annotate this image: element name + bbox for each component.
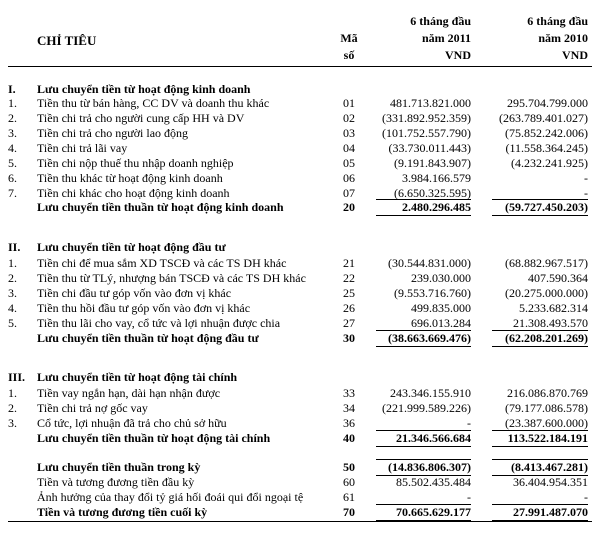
- row-code: 06: [343, 171, 355, 185]
- row-label: Tiền chi để mua sắm XD TSCĐ và các TS DH khác: [37, 256, 287, 270]
- row-label: Tiền và tương đương tiền cuối kỳ: [37, 505, 208, 519]
- value-2011: (331.892.952.359): [382, 111, 471, 125]
- row-number: 7.: [8, 186, 17, 200]
- row-code: 30: [343, 331, 355, 345]
- value-2010: 21.308.493.570: [513, 316, 588, 330]
- row-code: 60: [343, 475, 355, 489]
- value-2011: 696.013.284: [411, 316, 471, 330]
- row-label: Tiền và tương đương tiền đầu kỳ: [37, 475, 195, 489]
- row-label: Lưu chuyển tiền thuần từ hoạt động tài chính: [37, 431, 271, 445]
- value-2010: -: [584, 490, 588, 504]
- value-2011: 85.502.435.484: [396, 475, 471, 489]
- row-label: Lưu chuyển tiền thuần trong kỳ: [37, 460, 201, 474]
- value-2010: (8.413.467.281): [511, 460, 588, 474]
- row-number: 2.: [8, 271, 17, 285]
- row-code: 04: [343, 141, 355, 155]
- table-bottom-rule: [8, 521, 592, 522]
- value-2011: (221.999.589.226): [382, 401, 471, 415]
- value-2010: (68.882.967.517): [505, 256, 588, 270]
- value-2010: 36.404.954.351: [513, 475, 588, 489]
- row-number: 1.: [8, 256, 17, 270]
- row-label: Lưu chuyển tiền thuần từ hoạt động đầu tư: [37, 331, 259, 345]
- row-code: 26: [343, 301, 355, 315]
- value-2010: -: [584, 171, 588, 185]
- row-label: Tiền thu từ bán hàng, CC DV và doanh thu khác: [37, 96, 270, 110]
- value-2011: -: [467, 490, 471, 504]
- row-label: Tiền chi trả nợ gốc vay: [37, 401, 148, 415]
- row-code: 21: [343, 256, 355, 270]
- subtotal-rule-2010: [492, 430, 588, 431]
- row-label: Tiền vay ngắn hạn, dài hạn nhận được: [37, 386, 221, 400]
- value-2010: 216.086.870.769: [507, 386, 588, 400]
- value-2010: 27.991.487.070: [513, 505, 588, 519]
- header-2010-line2: năm 2010: [538, 31, 588, 45]
- subtotal-rule-2010: [492, 459, 588, 460]
- row-number: III.: [8, 370, 26, 384]
- row-code: 50: [343, 460, 355, 474]
- section-title: Lưu chuyển tiền từ hoạt động đầu tư: [37, 240, 226, 254]
- header-ma-line1: Mã: [340, 31, 358, 45]
- section-title: Lưu chuyển tiền từ hoạt động tài chính: [37, 370, 238, 384]
- row-label: Tiền thu khác từ hoạt động kinh doanh: [37, 171, 223, 185]
- row-code: 27: [343, 316, 355, 330]
- row-number: 1.: [8, 386, 17, 400]
- row-code: 40: [343, 431, 355, 445]
- row-label: Tiền thu hồi đầu tư góp vốn vào đơn vị khác: [37, 301, 251, 315]
- subtotal-rule-2011: [376, 430, 471, 431]
- subtotal-rule-2010: [492, 330, 588, 331]
- header-2011-line2: năm 2011: [421, 31, 471, 45]
- value-2010: (4.232.241.925): [511, 156, 588, 170]
- row-number: 4.: [8, 301, 17, 315]
- row-label: Tiền chi trả cho người cung cấp HH và DV: [37, 111, 245, 125]
- row-number: 4.: [8, 141, 17, 155]
- total-underline-2010: [492, 446, 588, 447]
- row-number: 1.: [8, 96, 17, 110]
- row-code: 02: [343, 111, 355, 125]
- total-underline-2010: [492, 215, 588, 216]
- row-label: Tiền thu lãi cho vay, cổ tức và lợi nhuận được chia: [37, 316, 281, 330]
- row-label: Lưu chuyển tiền thuần từ hoạt động kinh doanh: [37, 200, 284, 214]
- total-underline-2011: [376, 346, 471, 347]
- row-number: 2.: [8, 401, 17, 415]
- value-2010: (263.789.401.027): [499, 111, 588, 125]
- header-ma-line2: số: [343, 48, 355, 62]
- value-2010: (79.177.086.578): [505, 401, 588, 415]
- value-2011: (30.544.831.000): [388, 256, 471, 270]
- subtotal-rule-2011: [376, 330, 471, 331]
- value-2010: -: [584, 186, 588, 200]
- value-2011: -: [467, 416, 471, 430]
- section-title: Lưu chuyển tiền từ hoạt động kinh doanh: [37, 82, 251, 96]
- value-2010: (11.558.364.245): [505, 141, 588, 155]
- subtotal-rule-2010: [492, 199, 588, 200]
- row-number: 6.: [8, 171, 17, 185]
- row-code: 22: [343, 271, 355, 285]
- row-code: 34: [343, 401, 355, 415]
- value-2010: (20.275.000.000): [505, 286, 588, 300]
- row-number: 5.: [8, 316, 17, 330]
- value-2010: 5.233.682.314: [519, 301, 588, 315]
- row-number: 3.: [8, 286, 17, 300]
- header-chi-tieu: CHỈ TIÊU: [37, 33, 97, 48]
- row-label: Cổ tức, lợi nhuận đã trả cho chủ sở hữu: [37, 416, 227, 430]
- value-2011: 243.346.155.910: [390, 386, 471, 400]
- row-code: 70: [343, 505, 355, 519]
- subtotal-rule-2011: [376, 504, 471, 505]
- header-2011-line3: VND: [445, 48, 471, 62]
- value-2011: (101.752.557.790): [382, 126, 471, 140]
- subtotal-rule-2011: [376, 199, 471, 200]
- value-2010: 113.522.184.191: [507, 431, 588, 445]
- row-number: 3.: [8, 126, 17, 140]
- total-underline-2010: [492, 346, 588, 347]
- row-code: 20: [343, 200, 355, 214]
- row-label: Tiền thu từ TLý, nhượng bán TSCĐ và các TS DH khác: [37, 271, 306, 285]
- value-2011: (9.553.716.760): [394, 286, 471, 300]
- row-number: 5.: [8, 156, 17, 170]
- value-2010: (59.727.450.203): [505, 200, 588, 214]
- row-code: 07: [343, 186, 355, 200]
- value-2011: 481.713.821.000: [390, 96, 471, 110]
- row-label: Tiền chi đầu tư góp vốn vào đơn vị khác: [37, 286, 232, 300]
- header-2010-line3: VND: [562, 48, 588, 62]
- row-code: 61: [343, 490, 355, 504]
- row-code: 36: [343, 416, 355, 430]
- row-number: II.: [8, 240, 21, 254]
- value-2010: (75.852.242.006): [505, 126, 588, 140]
- value-2011: 2.480.296.485: [402, 200, 471, 214]
- value-2011: (14.836.806.307): [388, 460, 471, 474]
- row-number: I.: [8, 82, 16, 96]
- total-underline-2011: [376, 446, 471, 447]
- row-label: Tiền chi trả lãi vay: [37, 141, 128, 155]
- total-underline-2011: [376, 215, 471, 216]
- value-2011: (38.663.669.476): [388, 331, 471, 345]
- header-2011-line1: 6 tháng đầu: [410, 14, 471, 28]
- value-2011: 70.665.629.177: [396, 505, 471, 519]
- row-code: 05: [343, 156, 355, 170]
- row-label: Ảnh hưởng của thay đổi tỷ giá hối đoái qui đổi ngoại tệ: [37, 490, 304, 504]
- value-2011: 239.030.000: [411, 271, 471, 285]
- value-2010: (62.208.201.269): [505, 331, 588, 345]
- row-number: 2.: [8, 111, 17, 125]
- value-2011: 21.346.566.684: [396, 431, 471, 445]
- header-divider: [8, 66, 592, 67]
- value-2011: 499.835.000: [411, 301, 471, 315]
- subtotal-rule-2011: [376, 459, 471, 460]
- subtotal-rule-2010: [492, 504, 588, 505]
- row-label: Tiền chi nộp thuế thu nhập doanh nghiệp: [37, 156, 234, 170]
- row-code: 25: [343, 286, 355, 300]
- value-2010: 295.704.799.000: [507, 96, 588, 110]
- row-code: 33: [343, 386, 355, 400]
- header-2010-line1: 6 tháng đầu: [527, 14, 588, 28]
- value-2010: (23.387.600.000): [505, 416, 588, 430]
- value-2011: 3.984.166.579: [402, 171, 471, 185]
- row-label: Tiền chi trả cho người lao động: [37, 126, 189, 140]
- row-code: 03: [343, 126, 355, 140]
- row-code: 01: [343, 96, 355, 110]
- value-2010: 407.590.364: [528, 271, 588, 285]
- row-number: 3.: [8, 416, 17, 430]
- row-label: Tiền chi khác cho hoạt động kinh doanh: [37, 186, 230, 200]
- value-2011: (9.191.843.907): [394, 156, 471, 170]
- value-2011: (6.650.325.595): [394, 186, 471, 200]
- value-2011: (33.730.011.443): [388, 141, 471, 155]
